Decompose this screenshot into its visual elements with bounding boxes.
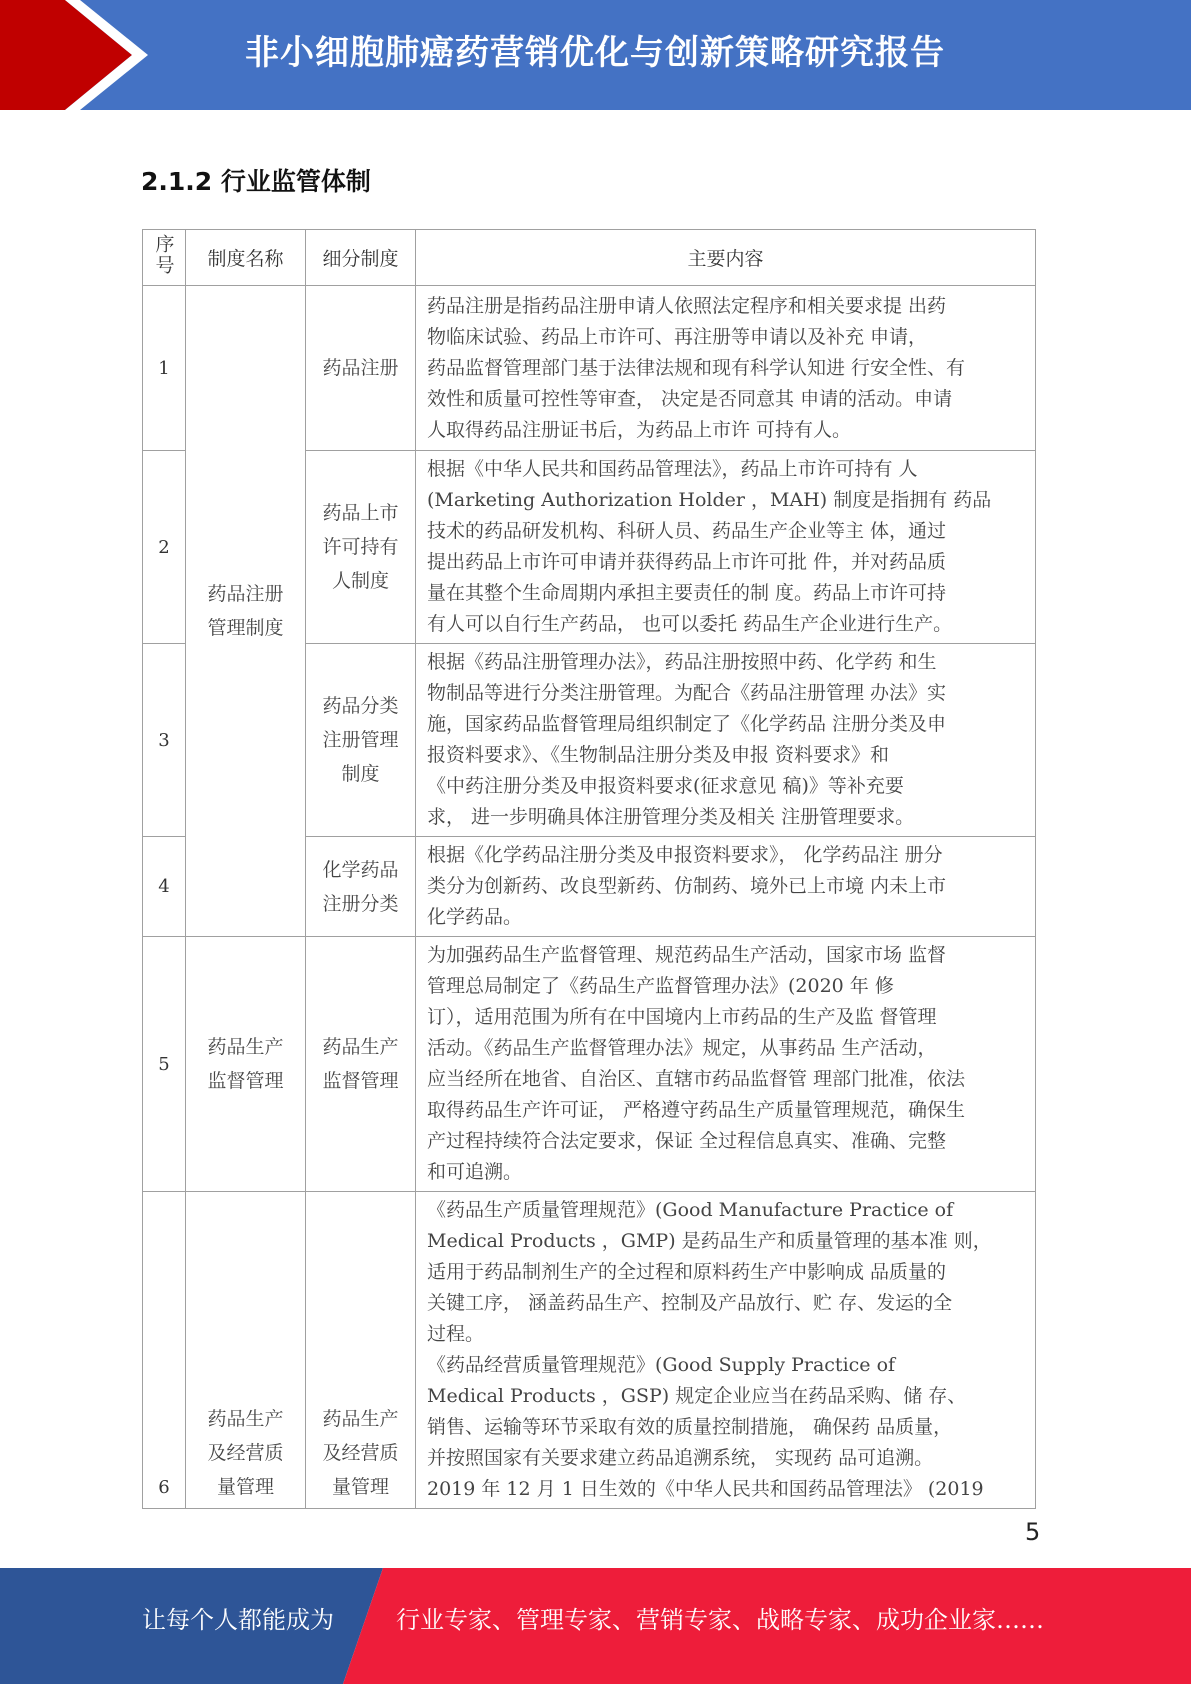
content-line: 根据《化学药品注册分类及申报资料要求》， 化学药品注 册分 — [427, 844, 943, 866]
content-cell — [416, 644, 1036, 837]
content-line: 物制品等进行分类注册管理。为配合《药品注册管理 办法》实 — [427, 682, 947, 704]
footer-slogan-left: 让每个人都能成为 — [142, 1606, 334, 1634]
header-name: 制度名称 — [186, 230, 306, 286]
content-line: 为加强药品生产监督管理、规范药品生产活动，国家市场 监督 — [427, 944, 947, 966]
name-line: 量管理 — [216, 1476, 274, 1498]
sub-cell — [306, 937, 416, 1192]
section-title: 2.1.2 行业监管体制 — [141, 167, 371, 196]
content-line: 药品监督管理部门基于法律法规和现有科学认知进 行安全性、有 — [427, 356, 966, 379]
content-line: 施，国家药品监督管理局组织制定了《化学药品 注册分类及申 — [427, 713, 947, 735]
content-line: 《中药注册分类及申报资料要求(征求意见 稿)》等补充要 — [427, 775, 904, 797]
content-line: 效性和质量可控性等审查， 决定是否同意其 申请的活动。申请 — [427, 387, 953, 410]
name-line: 管理制度 — [207, 617, 284, 639]
content-line: 有人可以自行生产药品， 也可以委托 药品生产企业进行生产。 — [427, 613, 953, 635]
content-line: 产过程持续符合法定要求，保证 全过程信息真实、准确、完整 — [427, 1130, 947, 1152]
name-cell — [186, 1192, 306, 1509]
content-line: 根据《中华人民共和国药品管理法》，药品上市许可持有 人 — [427, 458, 918, 480]
chevron-decoration — [0, 0, 160, 110]
name-line: 药品生产 — [207, 1036, 284, 1058]
table-row — [143, 937, 1036, 1192]
content-cell — [416, 937, 1036, 1192]
sub-cell — [306, 837, 416, 937]
name-line: 药品生产 — [207, 1408, 284, 1430]
sub-line: 药品分类 — [322, 695, 399, 717]
name-cell — [186, 937, 306, 1192]
footer-bar — [0, 1568, 1191, 1684]
name-line: 及经营质 — [207, 1442, 284, 1464]
sub-line: 药品上市 — [322, 502, 399, 524]
sub-line: 药品生产 — [322, 1408, 399, 1430]
content-line: 量在其整个生命周期内承担主要责任的制 度。药品上市许可持 — [427, 582, 947, 604]
table-row — [143, 1192, 1036, 1509]
content-line: 类分为创新药、改良型新药、仿制药、境外已上市境 内未上市 — [427, 875, 947, 897]
content-line: 技术的药品研发机构、科研人员、药品生产企业等主 体，通过 — [427, 520, 947, 542]
content-line: (Marketing Authorization Holder ，MAH) 制度是指拥有 药品 — [427, 489, 992, 511]
content-line: 《药品经营质量管理规范》(Good Supply Practice of — [427, 1354, 896, 1376]
content-line: 物临床试验、药品上市许可、再注册等申请以及补充 申请， — [427, 325, 928, 348]
sub-line: 监督管理 — [322, 1070, 399, 1092]
content-line: 《药品生产质量管理规范》(Good Manufacture Practice of — [427, 1199, 954, 1221]
content-line: 适用于药品制剂生产的全过程和原料药生产中影响成 品质量的 — [427, 1261, 947, 1283]
name-line: 药品注册 — [207, 583, 284, 605]
sub-line: 及经营质 — [322, 1442, 399, 1464]
content-line: 销售、运输等环节采取有效的质量控制措施， 确保药 品质量， — [427, 1416, 953, 1438]
seq-cell: 5 — [143, 937, 186, 1192]
seq-cell: 1 — [143, 286, 186, 451]
sub-line: 人制度 — [331, 570, 389, 592]
header-seq — [143, 230, 186, 286]
report-title: 非小细胞肺癌药营销优化与创新策略研究报告 — [245, 33, 945, 73]
sub-line: 化学药品 — [322, 858, 399, 881]
content-line: 管理总局制定了《药品生产监督管理办法》(2020 年 修 — [427, 975, 894, 997]
page-number: 5 — [1025, 1518, 1041, 1546]
name-cell — [186, 286, 306, 937]
sub-cell — [306, 1192, 416, 1509]
name-line: 监督管理 — [207, 1070, 284, 1092]
content-line: 报资料要求》、《生物制品注册分类及申报 资料要求》和 — [427, 744, 890, 766]
content-line: 应当经所在地省、自治区、直辖市药品监督管 理部门批准，依法 — [427, 1068, 966, 1090]
footer-slogan-right: 行业专家、管理专家、营销专家、战略专家、成功企业家…… — [396, 1606, 1044, 1634]
seq-cell: 3 — [143, 644, 186, 837]
content-line: 求， 进一步明确具体注册管理分类及相关 注册管理要求。 — [427, 806, 915, 828]
sub-line: 药品注册 — [322, 357, 399, 379]
header-content: 主要内容 — [416, 230, 1036, 286]
seq-cell: 2 — [143, 451, 186, 644]
content-line: 提出药品上市许可申请并获得药品上市许可批 件，并对药品质 — [427, 551, 947, 573]
content-line: 取得药品生产许可证， 严格遵守药品生产质量管理规范，确保生 — [427, 1099, 966, 1121]
content-cell — [416, 1192, 1036, 1509]
header-seq-label: 序号 — [152, 234, 175, 276]
content-cell — [416, 286, 1036, 451]
content-line: 药品注册是指药品注册申请人依照法定程序和相关要求提 出药 — [427, 294, 947, 317]
content-line: 活动。《药品生产监督管理办法》规定，从事药品 生产活动， — [427, 1037, 937, 1059]
table-row — [143, 286, 1036, 451]
regulation-table — [142, 229, 1036, 1509]
content-line: 2019 年 12 月 1 日生效的《中华人民共和国药品管理法》 (2019 — [427, 1478, 984, 1500]
content-line: 过程。 — [427, 1323, 485, 1345]
sub-line: 制度 — [341, 763, 380, 785]
content-line: Medical Products ，GSP) 规定企业应当在药品采购、储 存、 — [427, 1385, 967, 1407]
content-line: 订），适用范围为所有在中国境内上市药品的生产及监 督管理 — [427, 1006, 937, 1028]
content-cell — [416, 837, 1036, 937]
seq-cell: 4 — [143, 837, 186, 937]
content-line: 关键工序， 涵盖药品生产、控制及产品放行、贮 存、发运的全 — [427, 1292, 953, 1314]
content-line: 并按照国家有关要求建立药品追溯系统， 实现药 品可追溯。 — [427, 1447, 934, 1469]
content-line: 人取得药品注册证书后，为药品上市许 可持有人。 — [427, 418, 852, 441]
header-bar — [0, 0, 1191, 110]
sub-cell — [306, 451, 416, 644]
content-cell — [416, 451, 1036, 644]
content-line: Medical Products ，GMP) 是药品生产和质量管理的基本准 则， — [427, 1230, 992, 1252]
sub-line: 药品生产 — [322, 1036, 399, 1058]
content-line: 根据《药品注册管理办法》，药品注册按照中药、化学药 和生 — [427, 651, 937, 673]
sub-cell — [306, 644, 416, 837]
sub-line: 量管理 — [331, 1476, 389, 1498]
content-line: 和可追溯。 — [427, 1161, 523, 1183]
sub-cell — [306, 286, 416, 451]
sub-line: 注册分类 — [322, 892, 399, 915]
sub-line: 注册管理 — [322, 729, 399, 751]
content-line: 化学药品。 — [427, 906, 523, 928]
table-header-row — [143, 230, 1036, 286]
sub-line: 许可持有 — [322, 536, 399, 558]
seq-cell: 6 — [143, 1192, 186, 1509]
header-sub: 细分制度 — [306, 230, 416, 286]
